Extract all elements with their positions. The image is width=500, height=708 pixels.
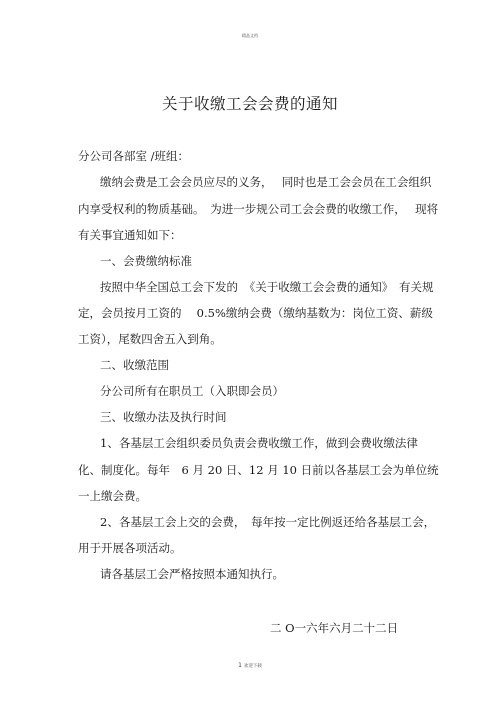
- document-title: 关于收缴工会会费的通知: [161, 95, 338, 113]
- intro-line-3: 有关事宜通知如下：: [78, 228, 182, 242]
- closing-line: 请各基层工会严格按照本通知执行。: [100, 567, 284, 581]
- intro-line-2: 内享受权利的物质基础。 为进一步规公司工会会费的收缴工作， 现将: [78, 202, 439, 216]
- section-1-line-3: 工资），尾数四舍五入到角。: [78, 332, 222, 346]
- section-3-item-1-line-2: 化、制度化。每年 6 月 20 日、12 月 10 日前以各基层工会为单位统: [78, 463, 439, 477]
- footer-tag: 欢迎下载: [243, 664, 262, 669]
- section-1-line-1: 按照中华全国总工会下发的 《关于收缴工会会费的通知》 有关规: [100, 280, 434, 294]
- section-3-item-2-line-1: 2、各基层工会上交的会费， 每年按一定比例返还给各基层工会，: [100, 515, 436, 529]
- header-tag: 精品文档: [242, 33, 258, 38]
- section-3-item-1-line-1: 1、各基层工会组织委员负责会费收缴工作，做到会费收缴法律: [100, 436, 418, 450]
- intro-line-1: 缴纳会费是工会会员应尽的义务， 同时也是工会会员在工会组织: [100, 175, 432, 189]
- page-footer: [0, 662, 500, 669]
- document-date: 二 O一六年六月二十二日: [270, 621, 399, 635]
- section-3-item-1-line-3: 一上缴会费。: [78, 489, 147, 503]
- section-1-heading: 一、会费缴纳标准: [100, 254, 192, 268]
- salutation: 分公司各部室 /班组：: [78, 149, 190, 163]
- section-2-heading: 二、收缴范围: [100, 358, 169, 372]
- page-number: 1: [238, 662, 242, 669]
- section-1-line-2: 定，会员按月工资的 0.5%缴纳会费（缴纳基数为：岗位工资、薪级: [78, 306, 433, 320]
- section-3-item-2-line-2: 用于开展各项活动。: [78, 541, 182, 555]
- section-2-line-1: 分公司所有在职员工（入职即会员）: [100, 384, 284, 398]
- section-3-heading: 三、收缴办法及执行时间: [100, 410, 227, 424]
